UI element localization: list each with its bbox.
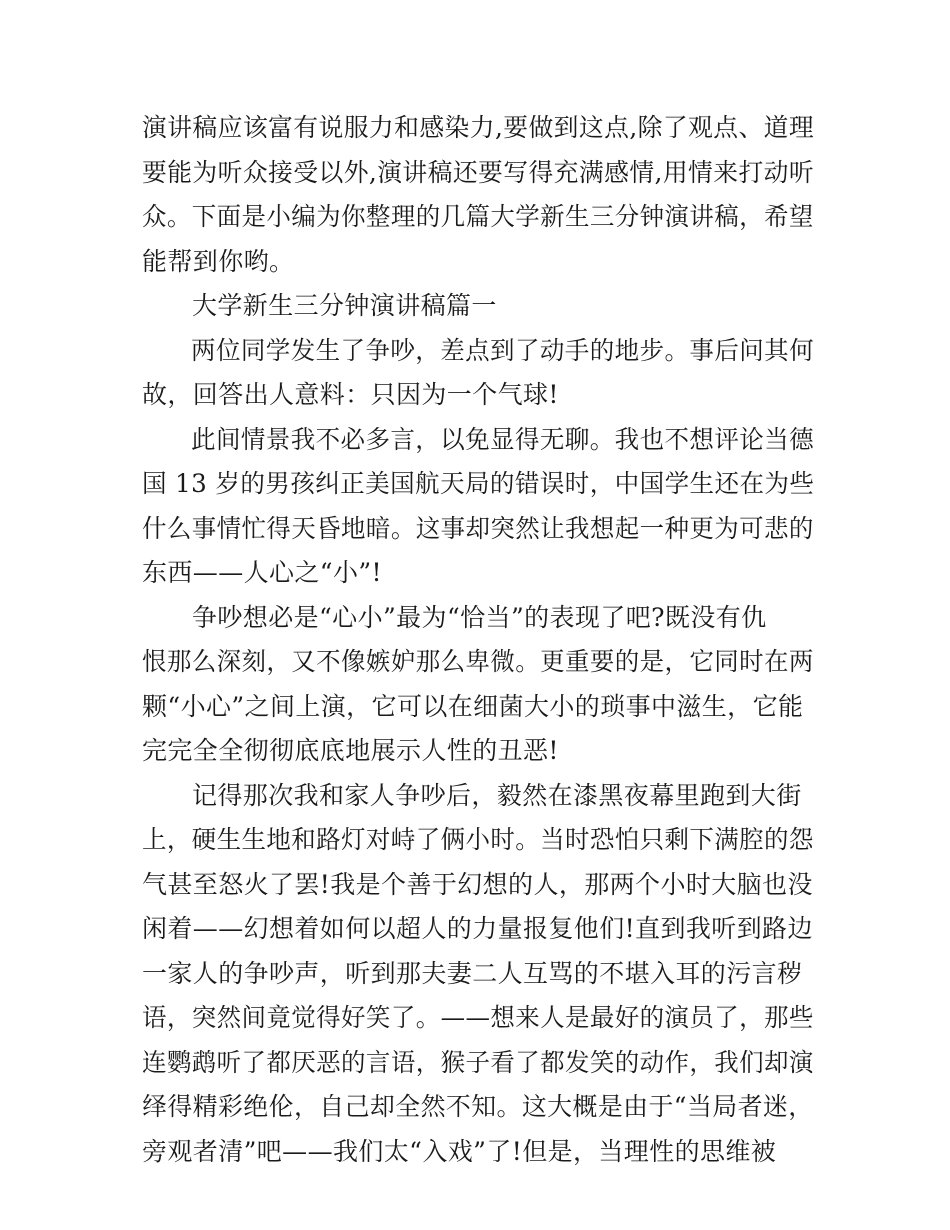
text-line: 旁观者清”吧——我们太“入戏”了!但是，当理性的思维被: [142, 1136, 777, 1166]
text-line: 连鹦鹉听了都厌恶的言语，猴子看了都发笑的动作，我们却演: [142, 1047, 814, 1077]
text-line: 国 13 岁的男孩纠正美国航天局的错误时，中国学生还在为些: [142, 469, 815, 498]
text-line: 争吵想必是“心小”最为“恰当”的表现了吧?既没有仇: [192, 602, 767, 632]
text-line: 两位同学发生了争吵，差点到了动手的地步。事后问其何: [191, 335, 815, 365]
section-heading: 大学新生三分钟演讲稿篇一: [192, 291, 497, 320]
text-line: 闲着——幻想着如何以超人的力量报复他们!直到我听到路边: [142, 914, 813, 943]
text-line: 上，硬生生地和路灯对峙了俩小时。当时恐怕只剩下满腔的怨: [142, 825, 814, 854]
text-line: 绎得精彩绝伦，自己却全然不知。这大概是由于“当局者迷，: [142, 1092, 814, 1121]
text-line: 一家人的争吵声，听到那夫妻二人互骂的不堪入耳的污言秽: [142, 958, 803, 988]
document-body: [142, 106, 814, 1174]
text-line: 众。下面是小编为你整理的几篇大学新生三分钟演讲稿，希望: [142, 202, 814, 231]
text-line: 记得那次我和家人争吵后，毅然在漆黑夜幕里跑到大街: [192, 780, 802, 810]
text-line: 故，回答出人意料：只因为一个气球!: [142, 380, 559, 409]
text-line: 完完全全彻彻底底地展示人性的丑恶!: [142, 736, 559, 765]
text-line: 能帮到你哟。: [142, 246, 295, 276]
text-line: 此间情景我不必多言，以免显得无聊。我也不想评论当德: [191, 424, 815, 454]
text-line: 恨那么深刻，又不像嫉妒那么卑微。更重要的是，它同时在两: [142, 647, 814, 676]
text-line: 演讲稿应该富有说服力和感染力,要做到这点,除了观点、道理: [142, 113, 815, 142]
text-line: 气甚至怒火了罢!我是个善于幻想的人，那两个小时大脑也没: [142, 869, 813, 899]
text-line: 颗“小心”之间上演，它可以在细菌大小的琐事中滋生，它能: [142, 691, 804, 721]
text-line: 要能为听众接受以外,演讲稿还要写得充满感情,用情来打动听: [142, 157, 815, 187]
text-line: 东西——人心之“小”!: [142, 558, 383, 587]
text-line: 什么事情忙得天昏地暗。这事却突然让我想起一种更为可悲的: [142, 513, 814, 543]
text-line: 语，突然间竟觉得好笑了。——想来人是最好的演员了，那些: [142, 1003, 814, 1032]
